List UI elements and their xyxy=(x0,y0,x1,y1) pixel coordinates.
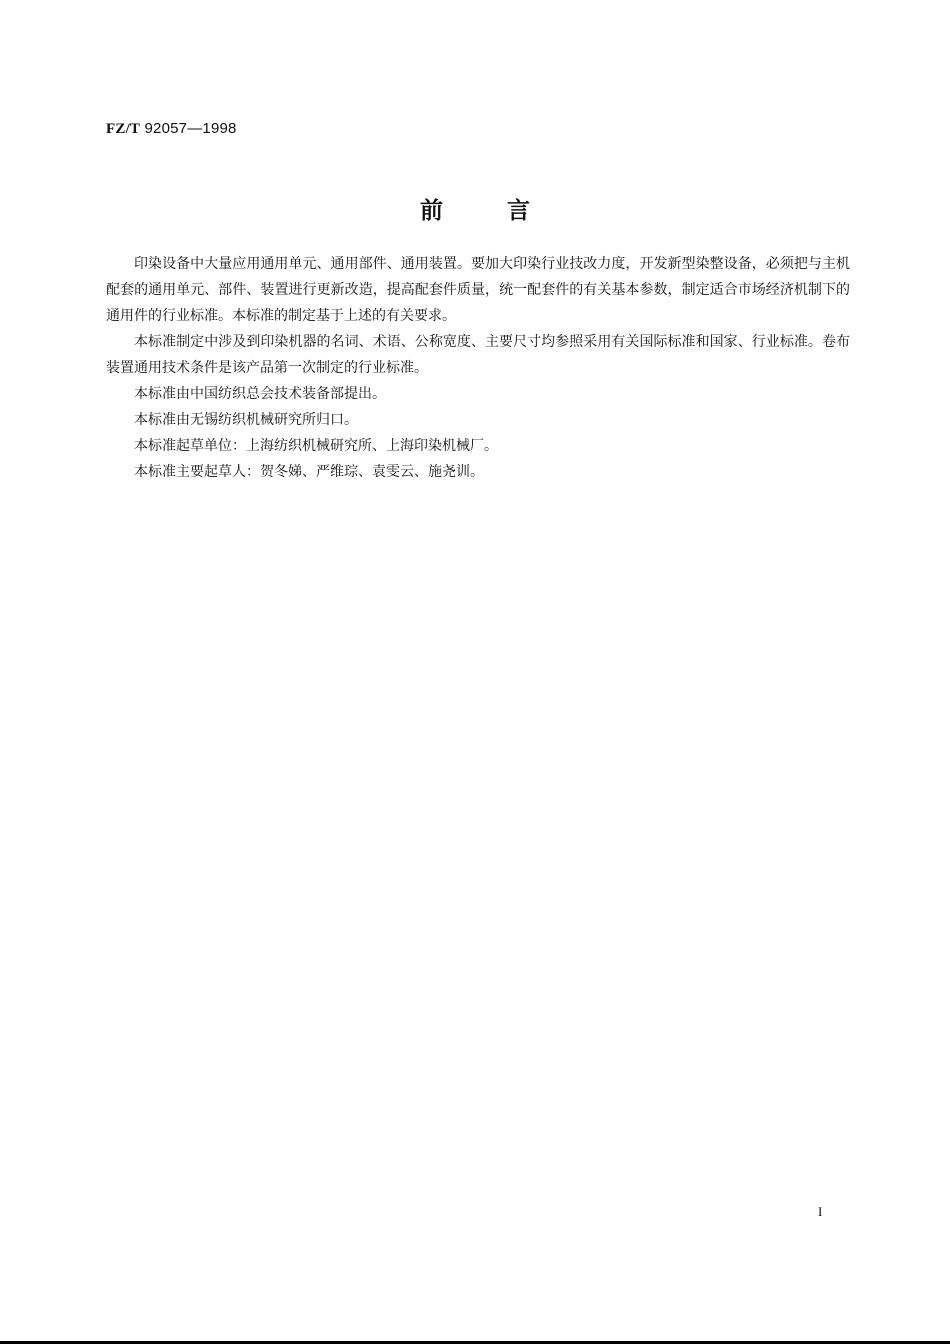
foreword-body xyxy=(106,251,850,485)
paragraph: 本标准制定中涉及到印染机器的名词、术语、公称宽度、主要尺寸均参照采用有关国际标准和国家、行业标准。卷布装置通用技术条件是该产品第一次制定的行业标准。 xyxy=(106,334,850,376)
page-title: 前言 xyxy=(420,198,594,224)
paragraph: 印染设备中大量应用通用单元、通用部件、通用装置。要加大印染行业技改力度，开发新型染整设备，必须把与主机配套的通用单元、部件、装置进行更新改造，提高配套件质量，统一配套件的有关基本参数，制定适合市场经济机制下的通用件的行业标准。本标准的制定基于上述的有关要求。 xyxy=(106,256,850,324)
standard-number: 92057—1998 xyxy=(144,120,237,137)
standard-code xyxy=(106,120,237,138)
paragraph: 本标准主要起草人：贺冬娣、严维琮、袁雯云、施尧训。 xyxy=(134,464,484,480)
paragraph: 本标准起草单位：上海纺织机械研究所、上海印染机械厂。 xyxy=(134,438,498,454)
paragraph: 本标准由无锡纺织机械研究所归口。 xyxy=(134,412,358,428)
paragraph: 本标准由中国纺织总会技术装备部提出。 xyxy=(134,386,386,402)
page-number: I xyxy=(818,1204,823,1219)
standard-prefix: FZ/T xyxy=(106,121,141,137)
